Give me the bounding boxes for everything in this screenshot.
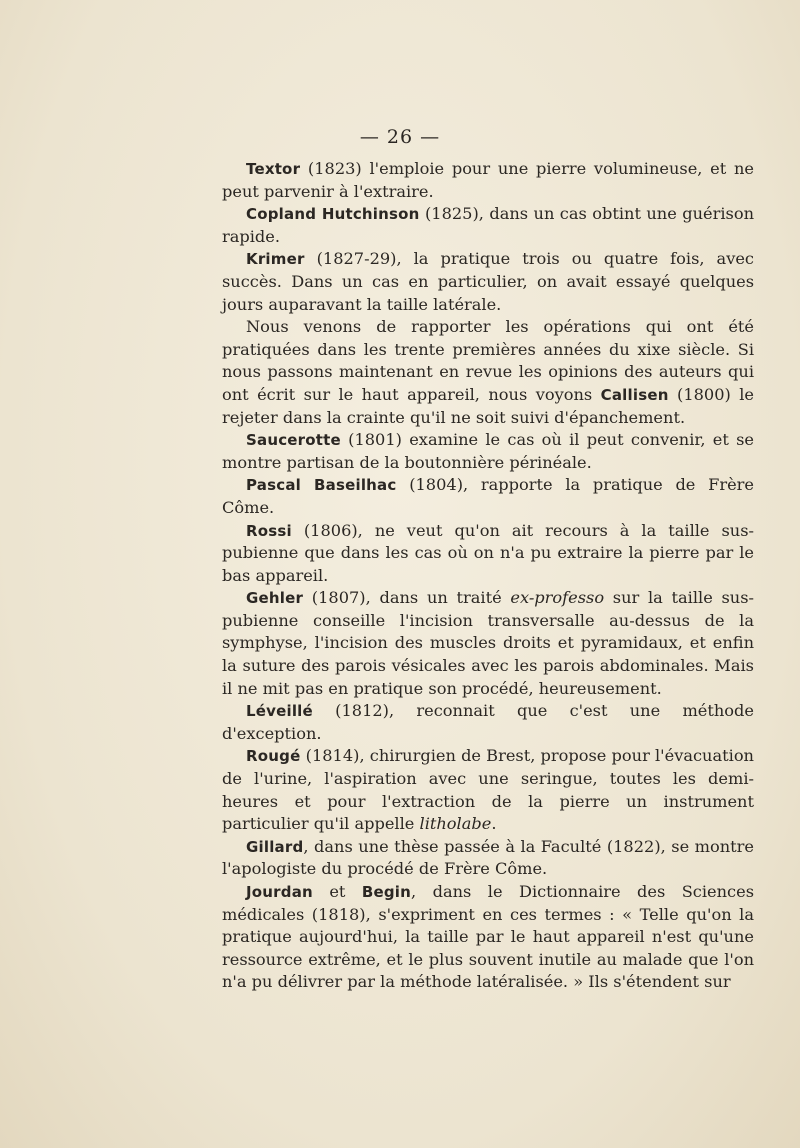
author-name: Krimer — [246, 250, 305, 269]
author-name: Copland Hutchinson — [246, 205, 420, 224]
paragraph-text: Nous venons de rapporter les opérations qui ont été pratiquées dans les trente premières années du xixe siècle. Si nous passons maintenant en revue les opinions des auteurs qui ont écrit sur le haut appareil, nous voyons — [222, 317, 754, 404]
paragraph-gillard — [222, 836, 754, 881]
paragraph-text: (1814), chirurgien de Brest, propose pour l'évacuation de l'urine, l'aspiration avec une seringue, toutes les demi-heures et pour l'extraction de la pierre un instrument particulier qu'il appelle — [222, 746, 754, 834]
italic-term: ex-professo — [510, 588, 605, 608]
author-name: Callisen — [600, 385, 669, 404]
paragraph-jourdan-begin — [222, 881, 754, 994]
paragraph-text: (1801) examine le cas où il peut convenir, et se montre partisan de la boutonnière périnéale. — [222, 430, 754, 472]
paragraph-text: et — [312, 882, 362, 901]
author-name: Gehler — [246, 589, 304, 608]
body-text — [222, 158, 754, 994]
paragraph-text: (1812), reconnait que c'est une méthode d'exception. — [222, 701, 754, 743]
paragraph-text: (1806), ne veut qu'on ait recours à la taille sus-pubienne que dans les cas où on n'a pu extraire la pierre par le bas appareil. — [222, 520, 754, 585]
paragraph-text: (1825), dans un cas obtint une guérison rapide. — [222, 204, 754, 246]
paragraph-text: (1807), dans un traité — [303, 588, 511, 608]
paragraph-rossi — [222, 520, 754, 588]
paragraph-text: (1804), rapporte la pratique de Frère Côme. — [222, 475, 754, 517]
author-name: Rossi — [246, 521, 292, 540]
paragraph-baseilhac — [222, 474, 754, 519]
paragraph-saucerotte — [222, 429, 754, 474]
paragraph-krimer — [222, 248, 754, 316]
author-name: Rougé — [246, 747, 301, 766]
paragraph-text: (1800) le rejeter dans la crainte qu'il ne soit suivi d'épanchement. — [222, 384, 755, 427]
author-name: Textor — [246, 160, 301, 178]
paragraph-callisen — [222, 316, 754, 429]
author-name: Pascal Baseilhac — [246, 476, 397, 495]
author-name: Gillard — [246, 837, 304, 856]
paragraph-text: , dans le Dictionnaire des Sciences médicales (1818), s'expriment en ces termes : « Telle qu'on la pratique aujourd'hui, la taille par le haut appareil n'est qu'une ressource extrême, et le plus souvent inutile au malade que l'on n'a pu délivrer par la méthode latéralisée. » Ils s'étendent sur — [222, 882, 754, 992]
paragraph-textor — [222, 158, 754, 203]
paragraph-leveille — [222, 700, 754, 745]
paragraph-text: (1823) l'emploie pour une pierre volumineuse, et ne peut parvenir à l'extraire. — [222, 159, 754, 201]
paragraph-text: . — [491, 814, 497, 834]
page-number: — 26 — — [359, 126, 441, 148]
author-name: Begin — [361, 883, 412, 901]
paragraph-text: (1827-29), la pratique trois ou quatre fois, avec succès. Dans un cas en particulier, on avait essayé quelques jours auparavant la taille latérale. — [222, 249, 754, 314]
italic-term: litholabe — [419, 814, 492, 834]
author-name: Saucerotte — [246, 431, 341, 450]
paragraph-rouge — [222, 745, 754, 835]
paragraph-copland — [222, 203, 754, 248]
author-name: Jourdan — [246, 883, 313, 901]
paragraph-text: sur la taille sus-pubienne conseille l'incision transversalle au-dessus de la symphyse, l'incision des muscles droits et pyramidaux, et enfin la suture des parois vésicales avec les parois abdominales. Mais il ne mit pas en pratique son procédé, heureusement. — [222, 588, 754, 698]
paragraph-gehler — [222, 587, 754, 700]
author-name: Léveillé — [246, 702, 313, 721]
paragraph-text: , dans une thèse passée à la Faculté (1822), se montre l'apologiste du procédé de Frère Côme. — [222, 836, 754, 879]
